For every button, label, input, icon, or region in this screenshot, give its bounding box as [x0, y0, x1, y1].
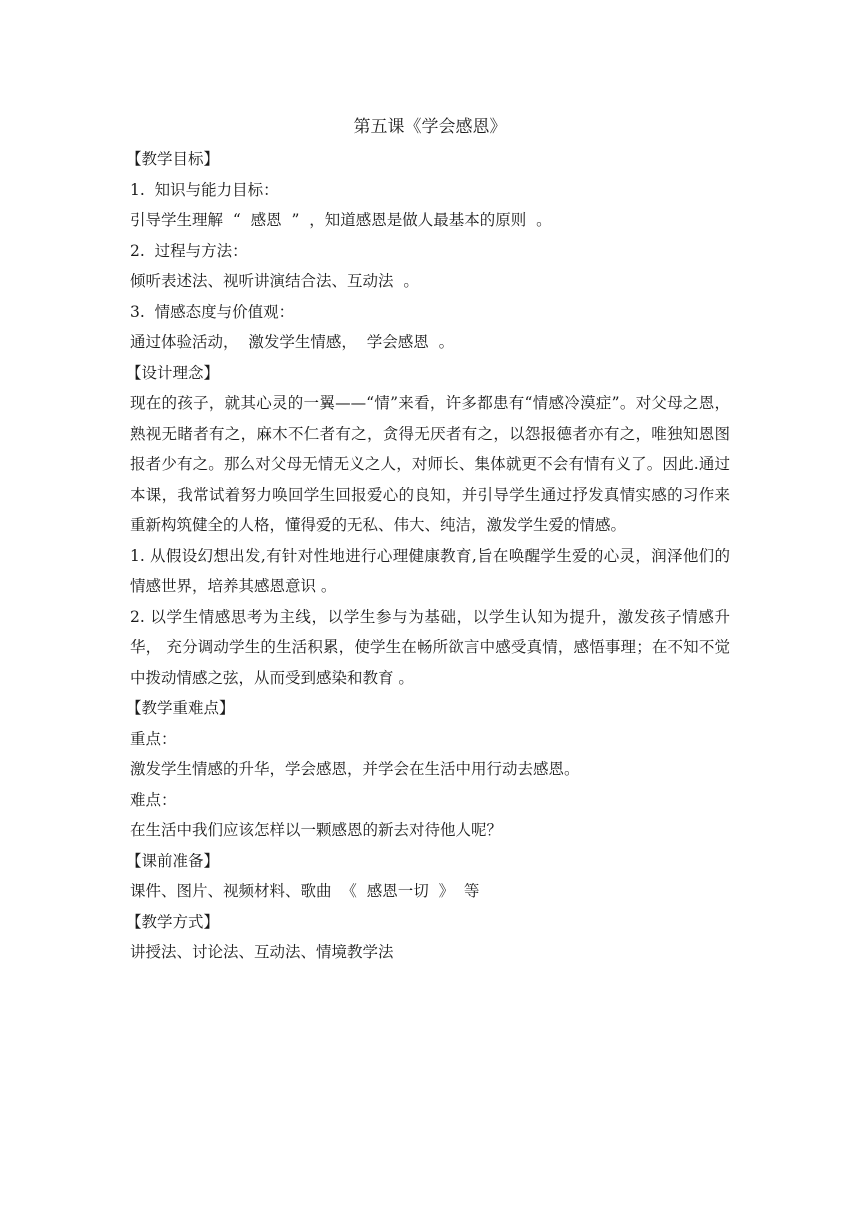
objective-2-text: 倾听表述法、视听讲演结合法、互动法 。: [130, 272, 419, 290]
difficulty-label: 难点：: [130, 790, 177, 809]
focus-text: 激发学生情感的升华，学会感恩，并学会在生活中用行动去感恩。: [130, 760, 580, 778]
difficulty-text: 在生活中我们应该怎样以一颗感恩的新去对待他人呢？: [130, 821, 503, 839]
concept-point-2: 2. 以学生情感思考为主线，以学生参与为基础，以学生认知为提升，激发孩子情感升华， 充分调动学生的生活积累，使学生在畅所欲言中感受真情，感悟事理；在不知不觉中拨动情感之弦，从而受到感染和教育 。: [130, 607, 730, 687]
objective-2-label: 2. 过程与方法：: [130, 241, 248, 260]
section-heading-objectives: 【教学目标】: [126, 150, 220, 168]
preparation-text: 课件、图片、视频材料、歌曲 《 感恩一切 》 等: [130, 882, 480, 900]
methods-text: 讲授法、讨论法、互动法、情境教学法: [130, 943, 394, 961]
objective-1-label: 1. 知识与能力目标：: [130, 180, 279, 199]
focus-label: 重点：: [130, 729, 177, 748]
document-title: 第五课《学会感恩》: [353, 117, 507, 137]
section-heading-methods: 【教学方式】: [126, 912, 220, 931]
concept-point-1: 1. 从假设幻想出发,有针对性地进行心理健康教育,旨在唤醒学生爱的心灵，润泽他们的情感世界，培养其感恩意识 。: [130, 546, 730, 595]
section-heading-preparation: 【课前准备】: [126, 851, 220, 870]
document-body: [126, 110, 730, 968]
objective-3-text: 通过体验活动， 激发学生情感， 学会感恩 。: [130, 333, 455, 351]
section-heading-key-points: 【教学重难点】: [126, 699, 235, 717]
section-heading-concept: 【设计理念】: [126, 363, 220, 382]
objective-3-label: 3. 情感态度与价值观：: [130, 302, 295, 321]
objective-1-text: 引导学生理解 “ 感恩 ” ，知道感恩是做人最基本的原则 。: [130, 211, 552, 229]
concept-paragraph: 现在的孩子，就其心灵的一翼——“情”来看，许多都患有“情感冷漠症”。对父母之恩，熟视无睹者有之，麻木不仁者有之，贪得无厌者有之，以怨报德者亦有之，唯独知恩图报者少有之。那么对父母无情无义之人，对师长、集体就更不会有情有义了。因此.通过本课，我常试着努力唤回学生回报爱心的良知，并引导学生通过抒发真情实感的习作来重新构筑健全的人格，懂得爱的无私、伟大、纯洁，激发学生爱的情感。: [130, 394, 730, 534]
